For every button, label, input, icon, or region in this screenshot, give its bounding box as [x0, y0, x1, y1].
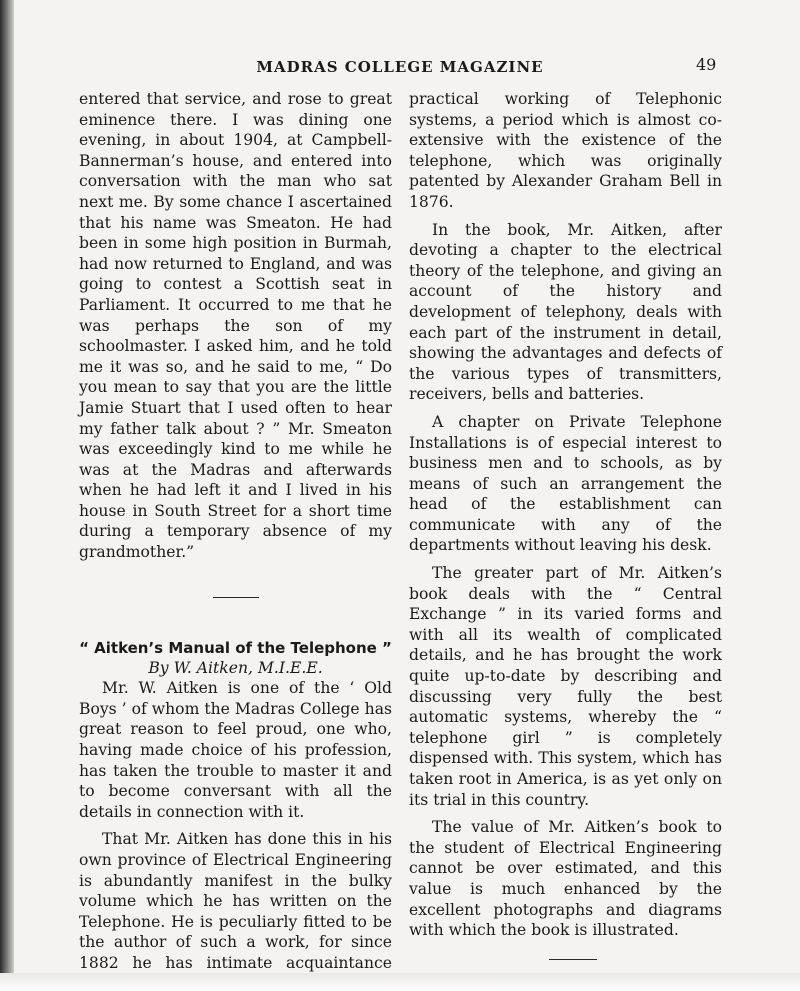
article-paragraph: A chapter on Private Telephone Installations is of especial interest to business men and to schools, as by means of such an arrangement the head of the establishment can communicate with any of the departments without leaving his desk. [409, 412, 722, 555]
article-paragraph: The greater part of Mr. Aitken’s book deals with the “ Central Exchange ” in its varied forms and with all its wealth of complicated details, and he has brought the work quite up-to-date by describing and discussing very fully the best automatic systems, whereby the “ telephone girl ” is completely dispensed with. This system, which has taken root in America, is as yet only on its trial in this country. [409, 564, 722, 809]
article-paragraph: practical working of Telephonic systems, a period which is almost co-extensive with the existence of the telephone, which was originally patented by Alexander Graham Bell in 1876. [409, 90, 722, 211]
article-paragraph: In the book, Mr. Aitken, after devoting a chapter to the electrical theory of the telephone, and giving an account of the history and development of telephony, deals with each part of the instrument in detail, showing the advantages and defects of the various types of transmitters, receivers, bells and batteries. [409, 220, 722, 404]
page-number: 49 [696, 55, 717, 74]
continued-paragraph: entered that service, and rose to great eminence there. I was dining one evening, in about 1904, at Campbell-Bannerman’s house, and entered into conversation with the man who sat next me. By some chance I ascertained that his name was Smeaton. He had been in some high position in Burmah, had now returned to England, and was going to contest a Scottish seat in Parliament. It occurred to me that he was perhaps the son of my schoolmaster. I asked him, and he told me it was so, and he said to me, “ Do you mean to say that you are the little Jamie Stuart that I used often to hear my father talk about ? ” Mr. Smeaton was exceedingly kind to me while he was at the Madras and afterwards when he had left it and I lived in his house in South Street for a short time during a temporary absence of my grandmother.” [79, 90, 392, 562]
article-paragraph: That Mr. Aitken has done this in his own province of Electrical Engineering is abundantly manifest in the bulky volume which he has written on the Telephone. He is peculiarly fitted to be the author of such a work, for since 1882 he has intimate acquaintance [79, 830, 392, 972]
page-binding-edge [0, 0, 14, 991]
article-paragraph: The value of Mr. Aitken’s book to the student of Electrical Engineering cannot be over estimated, and this value is much enhanced by the excellent photographs and diagrams with which the book is illustrated. [409, 818, 722, 940]
page-bottom-edge [0, 973, 800, 991]
article-byline: By W. Aitken, M.I.E.E. [148, 658, 323, 677]
article-paragraph: Mr. W. Aitken is one of the ‘ Old Boys ’ of whom the Madras College has great reason to feel proud, one who, having made choice of his profession, has taken the trouble to master it and to become conversant with all the details in connection with it. [79, 679, 392, 821]
article-title: “ Aitken’s Manual of the Telephone ” [79, 638, 392, 657]
left-column [79, 89, 392, 991]
right-column [409, 89, 722, 960]
section-divider [213, 597, 259, 598]
running-title: MADRAS COLLEGE MAGAZINE [256, 58, 544, 76]
end-divider [549, 959, 597, 960]
